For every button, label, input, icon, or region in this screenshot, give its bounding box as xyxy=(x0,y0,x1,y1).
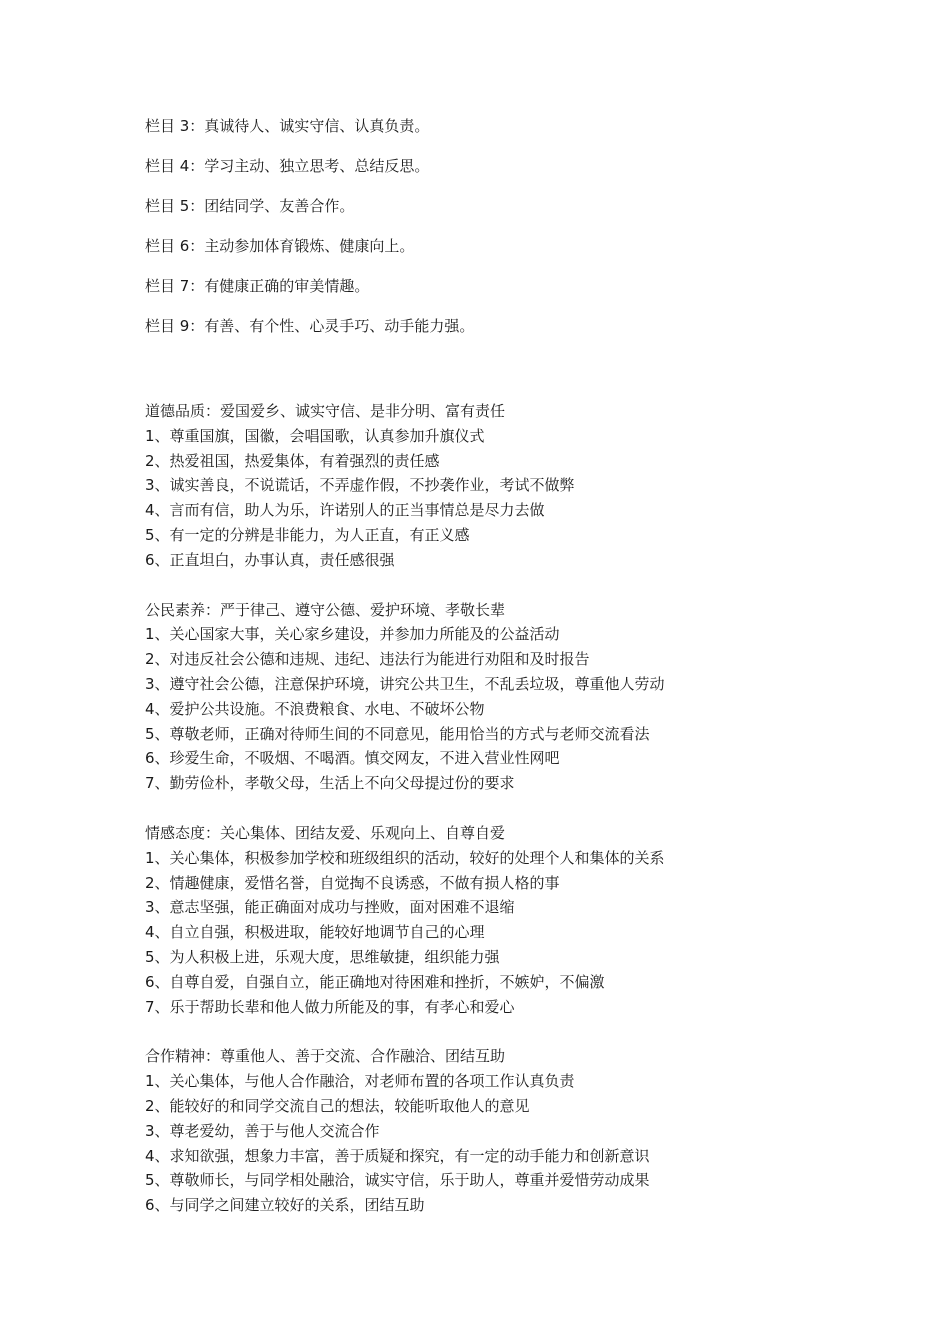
column-line: 栏目 5：团结同学、友善合作。 xyxy=(145,197,355,215)
list-item: 6、自尊自爱，自强自立，能正确地对待困难和挫折，不嫉妒，不偏激 xyxy=(145,972,605,991)
list-item: 4、言而有信，助人为乐，许诺别人的正当事情总是尽力去做 xyxy=(145,501,545,520)
list-item: 7、乐于帮助长辈和他人做力所能及的事，有孝心和爱心 xyxy=(145,997,515,1016)
list-item: 1、关心集体，积极参加学校和班级组织的活动，较好的处理个人和集体的关系 xyxy=(145,848,665,867)
list-item: 1、关心集体，与他人合作融洽，对老师布置的各项工作认真负责 xyxy=(145,1072,575,1091)
list-item: 5、有一定的分辨是非能力，为人正直，有正义感 xyxy=(145,525,470,544)
list-item: 4、爱护公共设施。不浪费粮食、水电、不破坏公物 xyxy=(145,699,485,718)
list-item: 4、自立自强，积极进取，能较好地调节自己的心理 xyxy=(145,923,485,942)
criteria-sections xyxy=(145,399,665,1243)
section-civic-literacy xyxy=(145,598,665,796)
list-item: 3、诚实善良，不说谎话，不弄虚作假，不抄袭作业，考试不做弊 xyxy=(145,476,575,495)
section-moral-quality xyxy=(145,399,665,573)
column-line: 栏目 7：有健康正确的审美情趣。 xyxy=(145,277,370,295)
list-item: 2、热爱祖国，热爱集体，有着强烈的责任感 xyxy=(145,451,440,470)
list-item: 3、意志坚强，能正确面对成功与挫败，面对困难不退缩 xyxy=(145,898,515,917)
list-item: 2、情趣健康，爱惜名誉，自觉掏不良诱惑，不做有损人格的事 xyxy=(145,873,560,892)
list-item: 4、求知欲强，想象力丰富，善于质疑和探究，有一定的动手能力和创新意识 xyxy=(145,1146,650,1165)
list-item: 6、正直坦白，办事认真，责任感很强 xyxy=(145,550,395,569)
list-item: 2、对违反社会公德和违规、违纪、违法行为能进行劝阻和及时报告 xyxy=(145,650,590,669)
list-item: 1、尊重国旗，国徽，会唱国歌，认真参加升旗仪式 xyxy=(145,426,485,445)
list-item: 5、尊敬师长，与同学相处融洽，诚实守信，乐于助人，尊重并爱惜劳动成果 xyxy=(145,1171,650,1190)
column-line: 栏目 3：真诚待人、诚实守信、认真负责。 xyxy=(145,117,430,135)
list-item: 3、尊老爱幼，善于与他人交流合作 xyxy=(145,1121,380,1140)
list-item: 6、珍爱生命，不吸烟、不喝酒。慎交网友，不进入营业性网吧 xyxy=(145,749,560,768)
list-item: 7、勤劳俭朴，孝敬父母，生活上不向父母提过份的要求 xyxy=(145,774,515,793)
column-line: 栏目 6：主动参加体育锻炼、健康向上。 xyxy=(145,237,415,255)
list-item: 1、关心国家大事，关心家乡建设，并参加力所能及的公益活动 xyxy=(145,625,560,644)
list-item: 5、尊敬老师，正确对待师生间的不同意见，能用恰当的方式与老师交流看法 xyxy=(145,724,650,743)
column-line: 栏目 4：学习主动、独立思考、总结反思。 xyxy=(145,157,430,175)
list-item: 3、遵守社会公德，注意保护环境，讲究公共卫生，不乱丢垃圾，尊重他人劳动 xyxy=(145,674,665,693)
list-item: 5、为人积极上进，乐观大度，思维敏捷，组织能力强 xyxy=(145,947,500,966)
column-line: 栏目 9：有善、有个性、心灵手巧、动手能力强。 xyxy=(145,317,475,335)
section-title: 道德品质：爱国爱乡、诚实守信、是非分明、富有责任 xyxy=(145,402,506,420)
column-list xyxy=(145,116,474,356)
list-item: 2、能较好的和同学交流自己的想法，较能听取他人的意见 xyxy=(145,1096,530,1115)
section-emotional-attitude xyxy=(145,821,665,1019)
section-title: 公民素养：严于律己、遵守公德、爱护环境、孝敬长辈 xyxy=(145,600,506,619)
section-cooperation-spirit xyxy=(145,1044,665,1218)
list-item: 6、与同学之间建立较好的关系，团结互助 xyxy=(145,1196,425,1215)
section-title: 情感态度：关心集体、团结友爱、乐观向上、自尊自爱 xyxy=(145,823,506,842)
section-title: 合作精神：尊重他人、善于交流、合作融洽、团结互助 xyxy=(145,1047,506,1066)
